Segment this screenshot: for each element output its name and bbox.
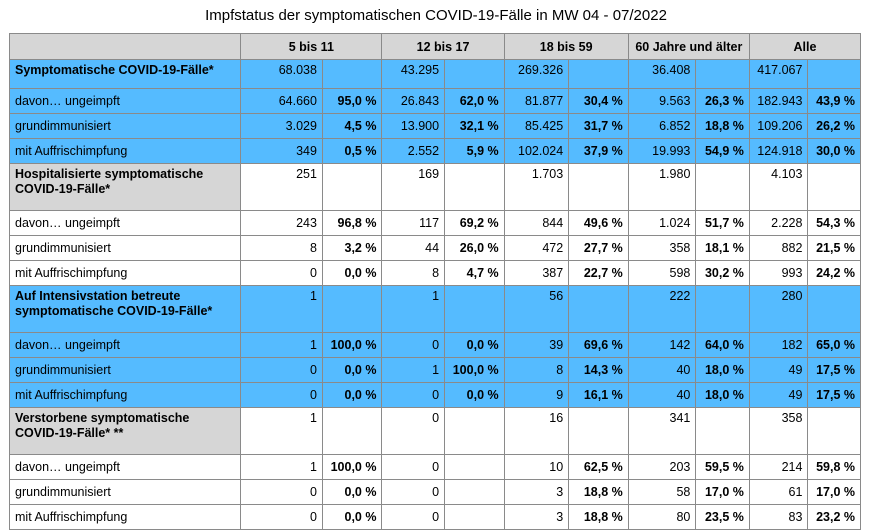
group-total-value: 280 <box>749 286 808 333</box>
count-value: 214 <box>749 455 808 480</box>
count-value: 2.228 <box>749 211 808 236</box>
percent-value: 0,0 % <box>322 358 382 383</box>
percent-value: 32,1 % <box>445 114 505 139</box>
percent-value: 0,0 % <box>322 261 382 286</box>
header-row <box>10 34 861 60</box>
percent-value: 65,0 % <box>808 333 861 358</box>
count-value: 9 <box>504 383 569 408</box>
count-value: 1 <box>241 455 323 480</box>
percent-value: 18,1 % <box>696 236 750 261</box>
group-total-value: 169 <box>382 164 445 211</box>
group-total-value: 1 <box>241 286 323 333</box>
percent-value: 49,6 % <box>569 211 629 236</box>
column-header-alle: Alle <box>749 34 860 60</box>
percent-value: 54,3 % <box>808 211 861 236</box>
percent-value: 100,0 % <box>445 358 505 383</box>
percent-value: 0,0 % <box>445 333 505 358</box>
percent-value: 16,1 % <box>569 383 629 408</box>
count-value: 0 <box>241 480 323 505</box>
percent-value: 37,9 % <box>569 139 629 164</box>
group-total-value: 251 <box>241 164 323 211</box>
empty-cell <box>445 164 505 211</box>
group-total-value: 1 <box>382 286 445 333</box>
count-value: 40 <box>628 383 696 408</box>
empty-cell <box>696 408 750 455</box>
percent-value: 18,0 % <box>696 358 750 383</box>
count-value: 117 <box>382 211 445 236</box>
count-value: 349 <box>241 139 323 164</box>
percent-value: 64,0 % <box>696 333 750 358</box>
percent-value: 22,7 % <box>569 261 629 286</box>
count-value: 0 <box>382 480 445 505</box>
count-value: 58 <box>628 480 696 505</box>
count-value: 9.563 <box>628 89 696 114</box>
percent-value: 96,8 % <box>322 211 382 236</box>
table-row <box>10 139 861 164</box>
count-value: 0 <box>382 383 445 408</box>
percent-value: 17,5 % <box>808 358 861 383</box>
row-label: davon… ungeimpft <box>10 455 241 480</box>
group-label: Symptomatische COVID-19-Fälle* <box>10 60 241 89</box>
count-value: 10 <box>504 455 569 480</box>
row-label: mit Auffrischimpfung <box>10 261 241 286</box>
row-label: grundimmunisiert <box>10 358 241 383</box>
percent-value: 59,8 % <box>808 455 861 480</box>
percent-value <box>445 505 505 530</box>
table-row <box>10 261 861 286</box>
table-row <box>10 505 861 530</box>
group-total-value: 341 <box>628 408 696 455</box>
count-value: 44 <box>382 236 445 261</box>
percent-value: 24,2 % <box>808 261 861 286</box>
percent-value: 3,2 % <box>322 236 382 261</box>
impfstatus-table <box>9 33 861 530</box>
row-label: grundimmunisiert <box>10 114 241 139</box>
column-header-5-11: 5 bis 11 <box>241 34 382 60</box>
percent-value: 4,7 % <box>445 261 505 286</box>
percent-value: 18,8 % <box>569 480 629 505</box>
header-label-cell <box>10 34 241 60</box>
percent-value: 69,6 % <box>569 333 629 358</box>
count-value: 243 <box>241 211 323 236</box>
row-label: grundimmunisiert <box>10 236 241 261</box>
table-row <box>10 114 861 139</box>
percent-value: 0,0 % <box>322 383 382 408</box>
column-header-18-59: 18 bis 59 <box>504 34 628 60</box>
percent-value: 0,5 % <box>322 139 382 164</box>
group-label: Auf Intensivstation betreute symptomatische COVID-19-Fälle* <box>10 286 241 333</box>
row-label: mit Auffrischimpfung <box>10 383 241 408</box>
count-value: 80 <box>628 505 696 530</box>
count-value: 49 <box>749 383 808 408</box>
count-value: 844 <box>504 211 569 236</box>
empty-cell <box>322 164 382 211</box>
count-value: 49 <box>749 358 808 383</box>
empty-cell <box>445 286 505 333</box>
row-label: davon… ungeimpft <box>10 89 241 114</box>
group-total-value: 68.038 <box>241 60 323 89</box>
percent-value: 0,0 % <box>445 383 505 408</box>
group-total-value: 269.326 <box>504 60 569 89</box>
count-value: 993 <box>749 261 808 286</box>
count-value: 142 <box>628 333 696 358</box>
empty-cell <box>808 408 861 455</box>
count-value: 8 <box>241 236 323 261</box>
group-total-value: 417.067 <box>749 60 808 89</box>
empty-cell <box>445 408 505 455</box>
count-value: 472 <box>504 236 569 261</box>
empty-cell <box>696 286 750 333</box>
count-value: 0 <box>241 261 323 286</box>
percent-value: 0,0 % <box>322 480 382 505</box>
empty-cell <box>696 60 750 89</box>
percent-value <box>445 480 505 505</box>
empty-cell <box>808 286 861 333</box>
percent-value: 0,0 % <box>322 505 382 530</box>
percent-value: 31,7 % <box>569 114 629 139</box>
count-value: 83 <box>749 505 808 530</box>
count-value: 3 <box>504 480 569 505</box>
percent-value: 26,2 % <box>808 114 861 139</box>
count-value: 109.206 <box>749 114 808 139</box>
count-value: 598 <box>628 261 696 286</box>
count-value: 102.024 <box>504 139 569 164</box>
percent-value <box>445 455 505 480</box>
group-header-row <box>10 60 861 89</box>
empty-cell <box>322 60 382 89</box>
count-value: 6.852 <box>628 114 696 139</box>
percent-value: 51,7 % <box>696 211 750 236</box>
percent-value: 18,0 % <box>696 383 750 408</box>
group-total-value: 16 <box>504 408 569 455</box>
column-header-60-plus: 60 Jahre und älter <box>628 34 749 60</box>
table-row <box>10 480 861 505</box>
count-value: 0 <box>241 358 323 383</box>
count-value: 2.552 <box>382 139 445 164</box>
percent-value: 62,0 % <box>445 89 505 114</box>
empty-cell <box>569 164 629 211</box>
count-value: 0 <box>382 505 445 530</box>
group-total-value: 222 <box>628 286 696 333</box>
count-value: 1.024 <box>628 211 696 236</box>
count-value: 882 <box>749 236 808 261</box>
percent-value: 100,0 % <box>322 455 382 480</box>
table-row <box>10 455 861 480</box>
row-label: davon… ungeimpft <box>10 211 241 236</box>
group-total-value: 1 <box>241 408 323 455</box>
row-label: mit Auffrischimpfung <box>10 505 241 530</box>
chart-title: Impfstatus der symptomatischen COVID-19-Fälle in MW 04 - 07/2022 <box>205 7 667 24</box>
percent-value: 21,5 % <box>808 236 861 261</box>
group-total-value: 4.103 <box>749 164 808 211</box>
empty-cell <box>808 164 861 211</box>
column-header-12-17: 12 bis 17 <box>382 34 504 60</box>
percent-value: 30,0 % <box>808 139 861 164</box>
group-header-row <box>10 164 861 211</box>
table-row <box>10 333 861 358</box>
row-label: davon… ungeimpft <box>10 333 241 358</box>
percent-value: 27,7 % <box>569 236 629 261</box>
percent-value: 17,0 % <box>696 480 750 505</box>
group-total-value: 1.703 <box>504 164 569 211</box>
table-row <box>10 211 861 236</box>
empty-cell <box>569 286 629 333</box>
group-total-value: 36.408 <box>628 60 696 89</box>
table-row <box>10 89 861 114</box>
count-value: 19.993 <box>628 139 696 164</box>
empty-cell <box>322 408 382 455</box>
table-row <box>10 358 861 383</box>
count-value: 124.918 <box>749 139 808 164</box>
percent-value: 23,2 % <box>808 505 861 530</box>
percent-value: 5,9 % <box>445 139 505 164</box>
empty-cell <box>445 60 505 89</box>
count-value: 8 <box>382 261 445 286</box>
count-value: 26.843 <box>382 89 445 114</box>
empty-cell <box>322 286 382 333</box>
percent-value: 30,4 % <box>569 89 629 114</box>
percent-value: 4,5 % <box>322 114 382 139</box>
percent-value: 26,3 % <box>696 89 750 114</box>
group-label: Hospitalisierte symptomatische COVID-19-Fälle* <box>10 164 241 211</box>
percent-value: 17,0 % <box>808 480 861 505</box>
count-value: 81.877 <box>504 89 569 114</box>
group-total-value: 43.295 <box>382 60 445 89</box>
count-value: 0 <box>382 333 445 358</box>
table-row <box>10 383 861 408</box>
empty-cell <box>808 60 861 89</box>
empty-cell <box>569 60 629 89</box>
count-value: 3.029 <box>241 114 323 139</box>
count-value: 203 <box>628 455 696 480</box>
percent-value: 17,5 % <box>808 383 861 408</box>
percent-value: 43,9 % <box>808 89 861 114</box>
group-header-row <box>10 286 861 333</box>
group-header-row <box>10 408 861 455</box>
count-value: 13.900 <box>382 114 445 139</box>
count-value: 0 <box>382 455 445 480</box>
count-value: 1 <box>241 333 323 358</box>
count-value: 8 <box>504 358 569 383</box>
percent-value: 62,5 % <box>569 455 629 480</box>
count-value: 1 <box>382 358 445 383</box>
count-value: 64.660 <box>241 89 323 114</box>
table-row <box>10 236 861 261</box>
percent-value: 14,3 % <box>569 358 629 383</box>
count-value: 182.943 <box>749 89 808 114</box>
count-value: 358 <box>628 236 696 261</box>
count-value: 0 <box>241 505 323 530</box>
group-total-value: 358 <box>749 408 808 455</box>
percent-value: 30,2 % <box>696 261 750 286</box>
group-total-value: 56 <box>504 286 569 333</box>
percent-value: 95,0 % <box>322 89 382 114</box>
row-label: grundimmunisiert <box>10 480 241 505</box>
percent-value: 59,5 % <box>696 455 750 480</box>
percent-value: 54,9 % <box>696 139 750 164</box>
count-value: 182 <box>749 333 808 358</box>
percent-value: 18,8 % <box>696 114 750 139</box>
empty-cell <box>569 408 629 455</box>
percent-value: 69,2 % <box>445 211 505 236</box>
group-total-value: 1.980 <box>628 164 696 211</box>
group-label: Verstorbene symptomatische COVID-19-Fälle* ** <box>10 408 241 455</box>
count-value: 0 <box>241 383 323 408</box>
count-value: 61 <box>749 480 808 505</box>
count-value: 40 <box>628 358 696 383</box>
row-label: mit Auffrischimpfung <box>10 139 241 164</box>
group-total-value: 0 <box>382 408 445 455</box>
count-value: 39 <box>504 333 569 358</box>
percent-value: 18,8 % <box>569 505 629 530</box>
percent-value: 23,5 % <box>696 505 750 530</box>
empty-cell <box>696 164 750 211</box>
percent-value: 100,0 % <box>322 333 382 358</box>
count-value: 387 <box>504 261 569 286</box>
count-value: 85.425 <box>504 114 569 139</box>
count-value: 3 <box>504 505 569 530</box>
percent-value: 26,0 % <box>445 236 505 261</box>
